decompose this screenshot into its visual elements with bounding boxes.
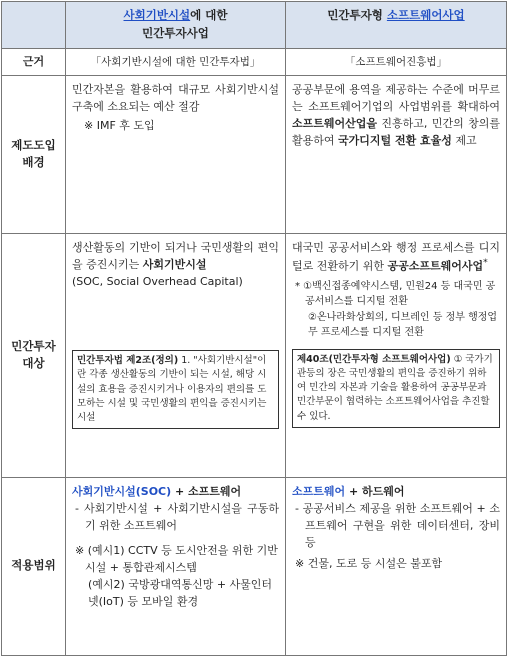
scope-col2 <box>286 477 507 655</box>
scope-col2-item: - 공공서비스 제공을 위한 소프트웨어 + 소프트웨어 구현을 위한 데이터센터, 장비 등 <box>295 501 500 550</box>
law-box-col1-title: 민간투자법 제2조(정의) <box>77 355 179 367</box>
bg-col2-bold2: 국가디지털 전환 효율성 <box>338 134 452 148</box>
header-row <box>2 2 507 49</box>
bg-col2-part3: 제고 <box>451 134 477 148</box>
scope-col1-head-blue: 사회기반시설(SOC) <box>72 484 172 498</box>
scope-label: 적용범위 <box>2 477 66 655</box>
scope-col2-note: ※ 건물, 도로 등 시설은 불포함 <box>295 557 443 571</box>
background-label-2: 배경 <box>22 155 45 170</box>
target-col1 <box>66 233 286 477</box>
target-col2 <box>286 233 507 477</box>
header-col2 <box>286 2 507 49</box>
basis-label: 근거 <box>2 48 66 75</box>
law-box-col2-text: ① 국가기관등의 장은 국민생활의 편익을 증진하기 위하여 민간의 자본과 기술을 활용하여 공공부문과 민간부문이 협력하는 소프트웨어사업을 추진할 수 있다. <box>297 353 493 422</box>
target-col2-bold: 공공소프트웨어사업 <box>387 259 484 273</box>
target-col2-text: 대국민 공공서비스와 행정 프로세스를 디지털로 전환하기 위한 <box>292 240 500 273</box>
law-box-col1 <box>72 350 279 429</box>
scope-col1-item: - 사회기반시설 + 사회기반시설을 구동하기 위한 소프트웨어 <box>75 501 279 532</box>
scope-col1-ex2: (예시2) 국방광대역통신망 + 사물인터넷(IoT) 등 모바일 환경 <box>88 578 273 609</box>
basis-row <box>2 48 507 75</box>
target-col2-note1: * ①백신접종예약시스템, 민원24 등 대국민 공공서비스를 디지털 전환 <box>295 280 496 308</box>
bg-col2-part2: 진흥하고, 민간의 창의를 활용하여 <box>292 116 500 148</box>
scope-col1 <box>66 477 286 655</box>
background-col1 <box>66 75 286 233</box>
scope-col1-ex1: ※ (예시1) CCTV 등 도시안전을 위한 기반시설 + 통합관제시스템 <box>75 544 278 575</box>
header-col2-prefix: 민간투자형 <box>327 8 387 22</box>
target-row <box>2 233 507 477</box>
background-row <box>2 75 507 233</box>
background-col2 <box>286 75 507 233</box>
background-label-1: 제도도입 <box>11 137 56 152</box>
target-col1-text: 생산활동의 기반이 되거나 국민생활의 편익을 증진시키는 <box>72 240 279 271</box>
background-col1-text: 민간자본을 활용하여 대규모 사회기반시설 구축에 소요되는 예산 절감 <box>72 82 279 113</box>
law-box-col1-text: 1. "사회기반시설"이란 각종 생산활동의 기반이 되는 시설, 해당 시설의 효용을 증진시키거나 이용자의 편의를 도모하는 시설 및 국민생활의 편익을 증진시키는 시설 <box>77 355 267 424</box>
target-label <box>2 233 66 477</box>
target-label-1: 민간투자 <box>11 338 56 353</box>
scope-col1-head-rest: + 소프트웨어 <box>171 484 242 498</box>
law-box-col2-title: 제40조(민간투자형 소프트웨어사업) <box>297 353 451 365</box>
bg-col2-bold1: 소프트웨어산업을 <box>292 116 378 130</box>
header-empty-cell <box>2 2 66 49</box>
comparison-table <box>1 1 507 656</box>
target-col2-mark: * <box>483 256 488 268</box>
target-col1-paren: (SOC, Social Overhead Capital) <box>72 274 243 288</box>
scope-col2-head-rest: + 하드웨어 <box>345 484 405 498</box>
law-box-col2 <box>292 349 500 428</box>
basis-col2: 「소프트웨어진흥법」 <box>286 48 507 75</box>
basis-col1: 「사회기반시설에 대한 민간투자법」 <box>66 48 286 75</box>
header-col1-rest: 에 대한 <box>190 8 228 22</box>
target-label-2: 대상 <box>22 356 45 371</box>
background-label <box>2 75 66 233</box>
software-link[interactable]: 소프트웨어사업 <box>386 8 465 22</box>
scope-row <box>2 477 507 655</box>
background-col1-note: ※ IMF 후 도입 <box>84 118 155 132</box>
scope-col2-head-blue: 소프트웨어 <box>292 484 346 498</box>
header-col1 <box>66 2 286 49</box>
target-col1-bold: 사회기반시설 <box>142 257 207 271</box>
bg-col2-part1: 공공부문에 용역을 제공하는 수준에 머무르는 소프트웨어기업의 사업범위를 확대하여 <box>292 82 500 113</box>
header-col1-line2: 민간투자사업 <box>142 25 209 40</box>
soc-link[interactable]: 사회기반시설 <box>123 8 191 22</box>
target-col2-note2: ②온나라화상회의, 디브레인 등 정부 행정업무 프로세스를 디지털 전환 <box>308 311 498 339</box>
